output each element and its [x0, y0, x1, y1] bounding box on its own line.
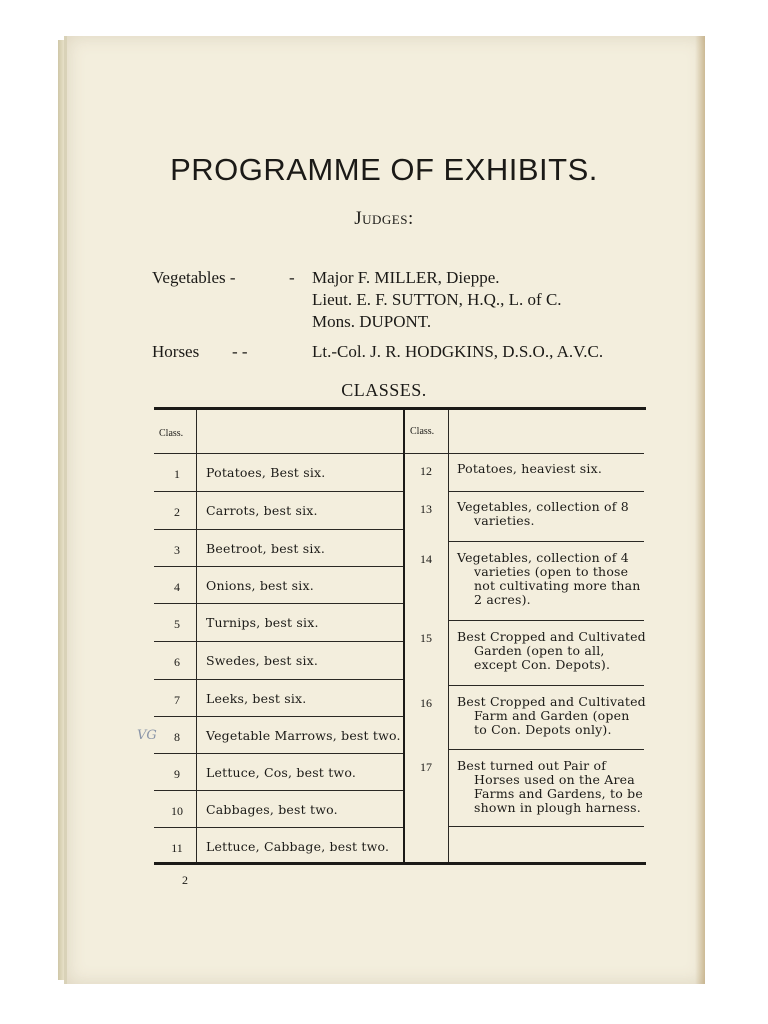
- judge-name: Lt.-Col. J. R. HODGKINS, D.S.O., A.V.C.: [312, 342, 604, 361]
- class-number: 13: [420, 502, 432, 516]
- class-description-line: Vegetables, collection of 4: [457, 550, 629, 565]
- class-number: 5: [174, 617, 180, 631]
- table-row-divider: [154, 566, 403, 567]
- table-row-divider: [449, 453, 644, 454]
- class-description: Beetroot, best six.: [206, 541, 326, 556]
- class-description: Potatoes, Best six.: [206, 465, 326, 480]
- class-description-line: Best Cropped and Cultivated: [457, 694, 646, 709]
- class-number: 14: [420, 552, 432, 566]
- judge-name: Major F. MILLER, Dieppe.: [312, 268, 500, 287]
- table-row-divider: [449, 749, 644, 750]
- class-description: Cabbages, best two.: [206, 802, 338, 817]
- class-description-line: Best turned out Pair of: [457, 758, 607, 773]
- table-row-divider: [449, 541, 644, 542]
- table-row-divider: [154, 753, 403, 754]
- class-description-line: Farms and Gardens, to be: [474, 786, 643, 801]
- class-description-line: Horses used on the Area: [474, 772, 635, 787]
- judges-heading: Judges:: [354, 208, 414, 229]
- table-row-divider: [154, 716, 403, 717]
- class-description: Vegetable Marrows, best two.: [206, 728, 401, 743]
- class-number: 1: [174, 467, 180, 481]
- class-number: 16: [420, 696, 432, 710]
- class-number: 9: [174, 767, 180, 781]
- table-row-divider: [449, 620, 644, 621]
- table-row-divider: [154, 641, 403, 642]
- class-number: 10: [171, 804, 183, 818]
- judge-category-vegetables: Vegetables -: [152, 268, 236, 287]
- class-number: 2: [174, 505, 180, 519]
- table-top-rule: [154, 407, 646, 410]
- class-description-line: Vegetables, collection of 8: [457, 499, 629, 514]
- judge-name: Mons. DUPONT.: [312, 312, 432, 331]
- table-center-divider: [403, 410, 405, 862]
- table-bottom-rule: [154, 862, 646, 865]
- judge-name: Lieut. E. F. SUTTON, H.Q., L. of C.: [312, 290, 562, 309]
- class-description-line: Garden (open to all,: [474, 643, 605, 658]
- table-row-divider: [154, 603, 403, 604]
- class-description-line: except Con. Depots).: [474, 657, 611, 672]
- class-description-line: varieties (open to those: [474, 564, 629, 579]
- class-description: Turnips, best six.: [206, 615, 319, 630]
- class-description: Leeks, best six.: [206, 691, 307, 706]
- judge-dash-horses: - -: [232, 342, 248, 361]
- page-title: PROGRAMME OF EXHIBITS.: [170, 152, 598, 187]
- table-row-divider: [154, 453, 403, 454]
- table-row-divider: [404, 453, 448, 454]
- class-description-line: not cultivating more than: [474, 578, 641, 593]
- class-number: 6: [174, 655, 180, 669]
- judge-dash-vegetables: -: [289, 268, 295, 287]
- table-row-divider: [154, 790, 403, 791]
- class-description: Lettuce, Cabbage, best two.: [206, 839, 390, 854]
- class-description-line: to Con. Depots only).: [474, 722, 612, 737]
- class-number: 12: [420, 464, 432, 478]
- class-number: 8: [174, 730, 180, 744]
- class-description-line: shown in plough harness.: [474, 800, 641, 815]
- class-number: 4: [174, 580, 180, 594]
- class-description: Onions, best six.: [206, 578, 314, 593]
- class-number: 15: [420, 631, 432, 645]
- class-description-line: varieties.: [474, 513, 535, 528]
- class-number: 11: [171, 841, 183, 855]
- class-number: 17: [420, 760, 432, 774]
- table-row-divider: [154, 529, 403, 530]
- table-row-divider: [449, 826, 644, 827]
- table-row-divider: [154, 491, 403, 492]
- left-class-header: Class.: [159, 428, 184, 439]
- table-right-num-divider: [448, 410, 449, 862]
- classes-heading: CLASSES.: [341, 380, 427, 400]
- judge-category-horses: Horses: [152, 342, 200, 361]
- class-description: Lettuce, Cos, best two.: [206, 765, 357, 780]
- class-number: 3: [174, 543, 180, 557]
- class-description-line: Best Cropped and Cultivated: [457, 629, 646, 644]
- page-number: 2: [182, 873, 188, 887]
- class-description-line: Farm and Garden (open: [474, 708, 630, 723]
- class-description: Carrots, best six.: [206, 503, 318, 518]
- right-class-header: Class.: [410, 426, 435, 437]
- handwritten-margin-note: VG: [137, 728, 157, 743]
- class-description: Swedes, best six.: [206, 653, 319, 668]
- table-row-divider: [449, 685, 644, 686]
- table-row-divider: [154, 679, 403, 680]
- class-number: 7: [174, 693, 180, 707]
- class-description-line: Potatoes, heaviest six.: [457, 461, 603, 476]
- table-row-divider: [449, 491, 644, 492]
- table-row-divider: [154, 827, 403, 828]
- class-description-line: 2 acres).: [474, 592, 531, 607]
